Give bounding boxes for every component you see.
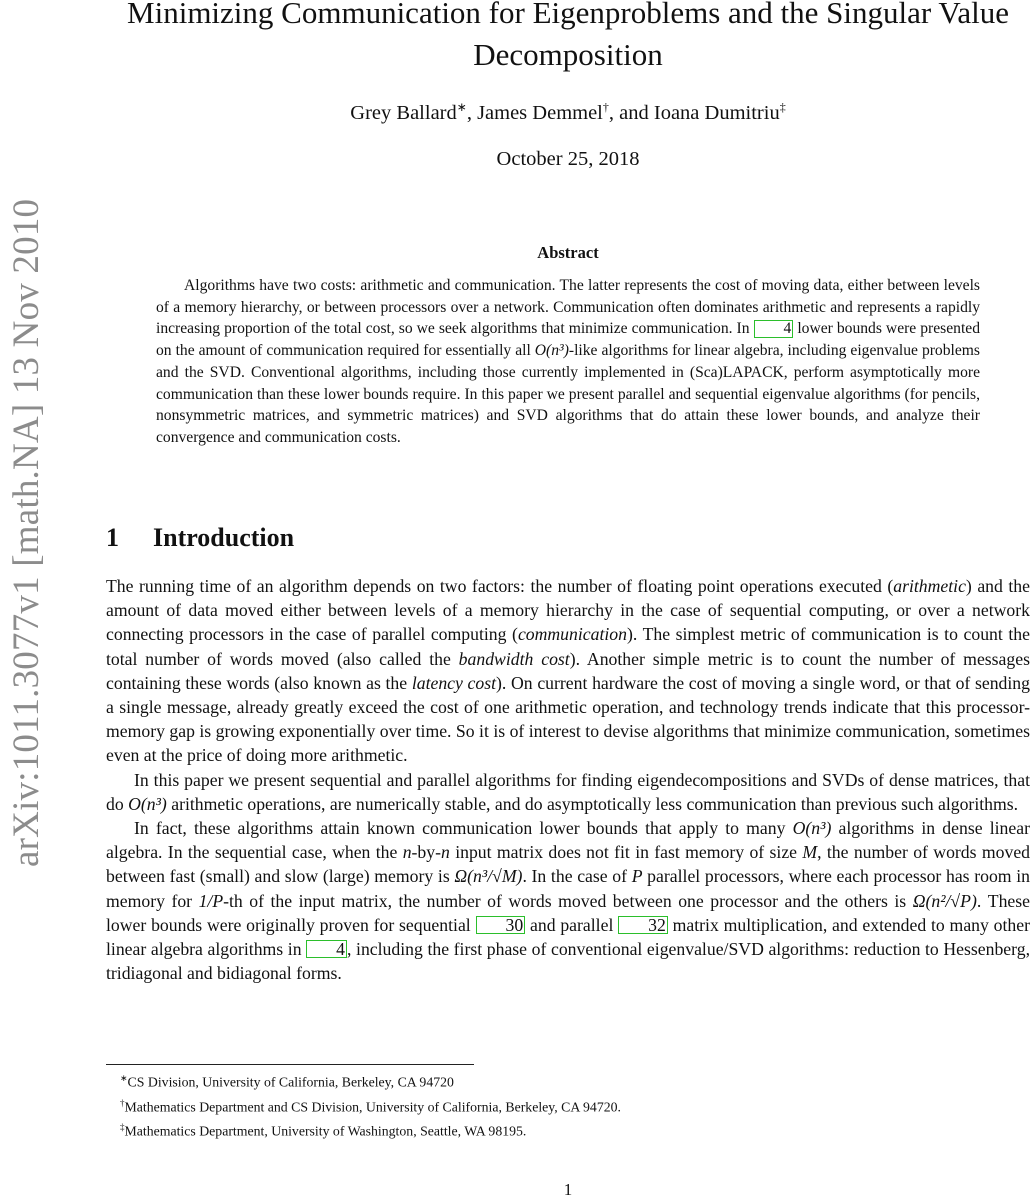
section-title: Introduction bbox=[153, 523, 295, 552]
paragraph: In this paper we present sequential and parallel algorithms for finding eigendecompositions and SVDs of dense matrices, that do O(n³) arithmetic operations, are numerically stable, and do asymptotically less communication than previous such algorithms. bbox=[106, 769, 1030, 814]
author-name: Ioana Dumitriu bbox=[653, 101, 780, 124]
footnote-divider bbox=[106, 1064, 474, 1065]
citation-link[interactable]: 4 bbox=[754, 320, 794, 338]
footnotes bbox=[120, 1068, 1000, 1142]
arxiv-stamp: arXiv:1011.3077v1 [math.NA] 13 Nov 2010 bbox=[6, 198, 47, 867]
page-number: 1 bbox=[563, 1180, 573, 1199]
footnote: ∗CS Division, University of California, Berkeley, CA 94720 bbox=[120, 1073, 454, 1090]
footnote: †Mathematics Department and CS Division, University of California, Berkeley, CA 94720. bbox=[120, 1097, 621, 1115]
citation-link[interactable]: 30 bbox=[476, 916, 526, 934]
paragraph: The running time of an algorithm depends on two factors: the number of floating point operations executed (arithmetic) and the amount of data moved either between levels of a memory hierarchy in the case of sequential computing, or over a network connecting processors in the case of parallel computing (communication). The simplest metric of communication is to count the total number of words moved (also called the bandwidth cost). Another simple metric is to count the number of messages containing these words (also known as the latency cost). On current hardware the cost of moving a single word, or that of sending a single message, already greatly exceed the cost of one arithmetic operation, and technology trends indicate that this processor-memory gap is growing exponentially over time. So it is of interest to devise algorithms that minimize communication, sometimes even at the price of doing more arithmetic. bbox=[106, 576, 1030, 766]
author-name: James Demmel bbox=[477, 101, 603, 124]
paper-date: October 25, 2018 bbox=[496, 148, 640, 170]
footnote: ‡Mathematics Department, University of Washington, Seattle, WA 98195. bbox=[120, 1122, 527, 1139]
section-heading bbox=[106, 523, 294, 553]
citation-link[interactable]: 32 bbox=[618, 916, 668, 934]
author-list: Grey Ballard∗, James Demmel†, and Ioana Dumitriu‡ bbox=[350, 100, 786, 124]
paper-title: Minimizing Communication for Eigenproblems and the Singular Value Decomposition bbox=[127, 0, 1009, 72]
author-footnote-mark: ‡ bbox=[779, 100, 786, 114]
author-footnote-mark: † bbox=[602, 100, 609, 114]
introduction-body bbox=[106, 574, 1030, 985]
author-footnote-mark: ∗ bbox=[456, 100, 467, 114]
math-expression: O(n³) bbox=[534, 342, 569, 360]
paragraph: In fact, these algorithms attain known communication lower bounds that apply to many O(n³) algorithms in dense linear algebra. In the sequential case, when the n-by-n input matrix does not fit in fast memory of size M, the number of words moved between fast (small) and slow (large) memory is Ω(n³/√M). In the case of P parallel processors, where each processor has room in memory for 1/P-th of the input matrix, the number of words moved between one processor and the others is Ω(n²/√P). These lower bounds were originally proven for sequential 30 and parallel 32 matrix multiplication, and extended to many other linear algebra algorithms in 4 , including the first phase of conventional eigenvalue/SVD algorithms: reduction to Hessenberg, tridiagonal and bidiagonal forms. bbox=[106, 818, 1031, 984]
author-name: Grey Ballard bbox=[350, 101, 457, 124]
citation-link[interactable]: 4 bbox=[306, 940, 347, 958]
abstract-heading: Abstract bbox=[537, 243, 599, 262]
abstract-text: Algorithms have two costs: arithmetic and communication. The latter represents the cost of moving data, either between levels of a memory hierarchy, or between processors over a network. Communication often dominates arithmetic and represents a rapidly increasing proportion of the total cost, so we seek algorithms that minimize communication. In 4 lower bounds were presented on the amount of communication required for essentially all O(n³)-like algorithms for linear algebra, including eigenvalue problems and the SVD. Conventional algorithms, including those currently implemented in (Sca)LAPACK, perform asymptotically more communication than these lower bounds require. In this paper we present parallel and sequential eigenvalue algorithms (for pencils, nonsymmetric matrices, and symmetric matrices) and SVD algorithms that do attain these lower bounds, and analyze their convergence and communication costs. bbox=[156, 277, 980, 446]
section-number: 1 bbox=[106, 523, 119, 552]
